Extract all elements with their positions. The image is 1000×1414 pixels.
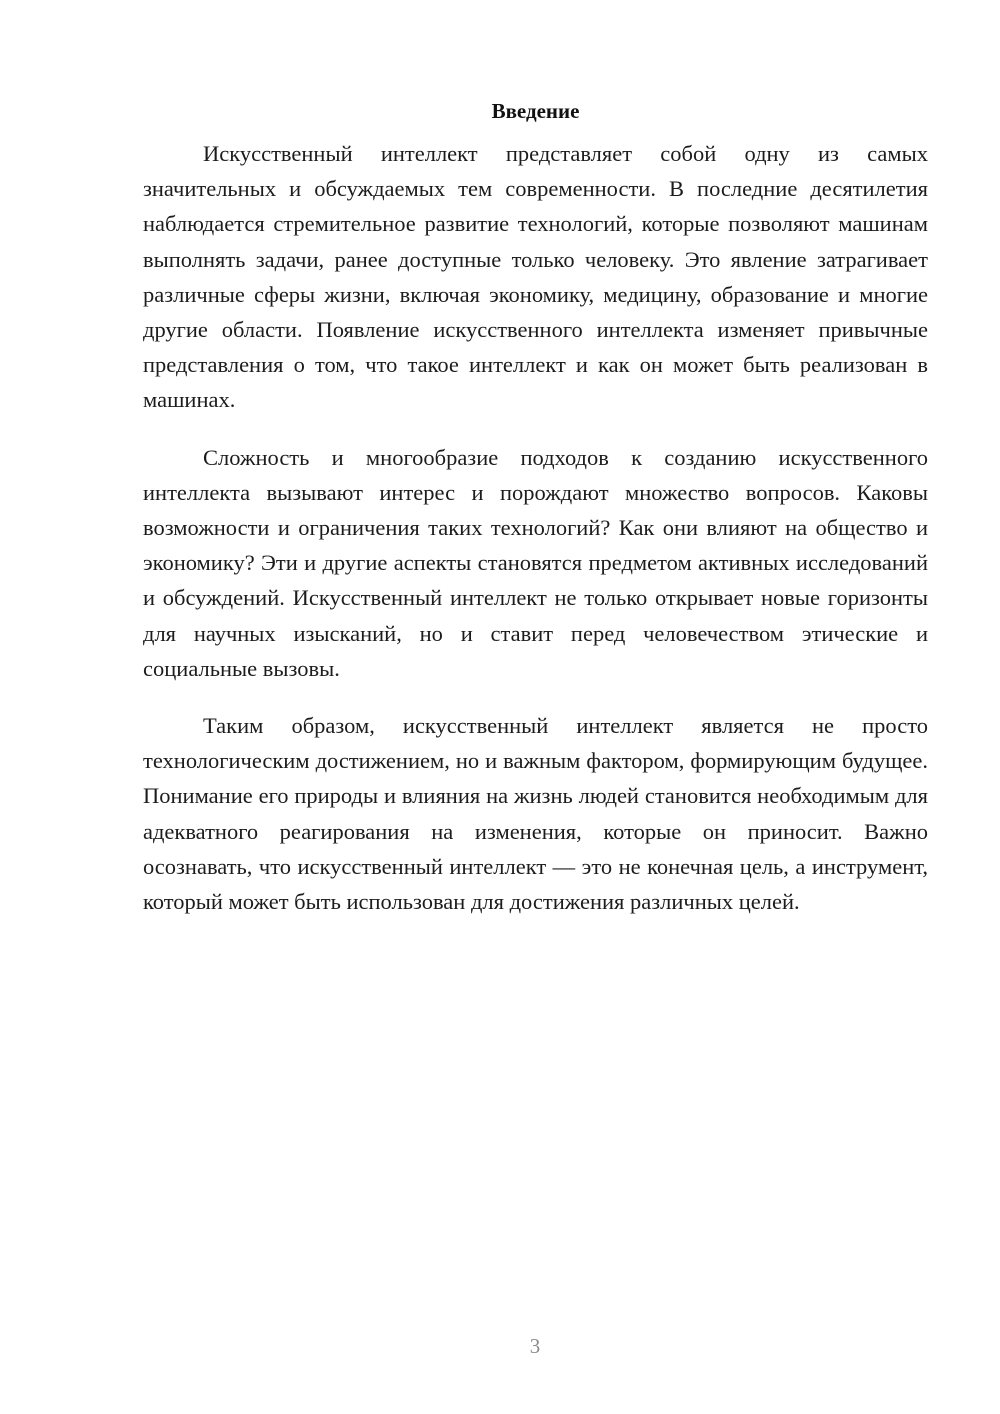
section-title: Введение	[491, 99, 580, 123]
paragraph-2: Сложность и многообразие подходов к созданию искусственного интеллекта вызывают интерес и порождают множество вопросов. Каковы возможности и ограничения таких технологий? Как они влияют на общество и экономику? Эти и другие аспекты становятся предметом активных исследований и обсуждений. Искусственный интеллект не только открывает новые горизонты для научных изысканий, но и ставит перед человечеством этические и социальные вызовы.	[143, 444, 928, 681]
paragraph-3: Таким образом, искусственный интеллект является не просто технологическим достижением, но и важным фактором, формирующим будущее. Понимание его природы и влияния на жизнь людей становится необходимым для адекватного реагирования на изменения, которые он приносит. Важно осознавать, что искусственный интеллект — это не конечная цель, а инструмент, который может быть использован для достижения различных целей.	[143, 713, 928, 915]
page-content	[143, 96, 928, 919]
paragraph-1: Искусственный интеллект представляет собой одну из самых значительных и обсуждаемых тем современности. В последние десятилетия наблюдается стремительное развитие технологий, которые позволяют машинам выполнять задачи, ранее доступные только человеку. Это явление затрагивает различные сферы жизни, включая экономику, медицину, образование и многие другие области. Появление искусственного интеллекта изменяет привычные представления о том, что такое интеллект и как он может быть реализован в машинах.	[143, 141, 928, 413]
page-number: 3	[529, 1334, 541, 1358]
